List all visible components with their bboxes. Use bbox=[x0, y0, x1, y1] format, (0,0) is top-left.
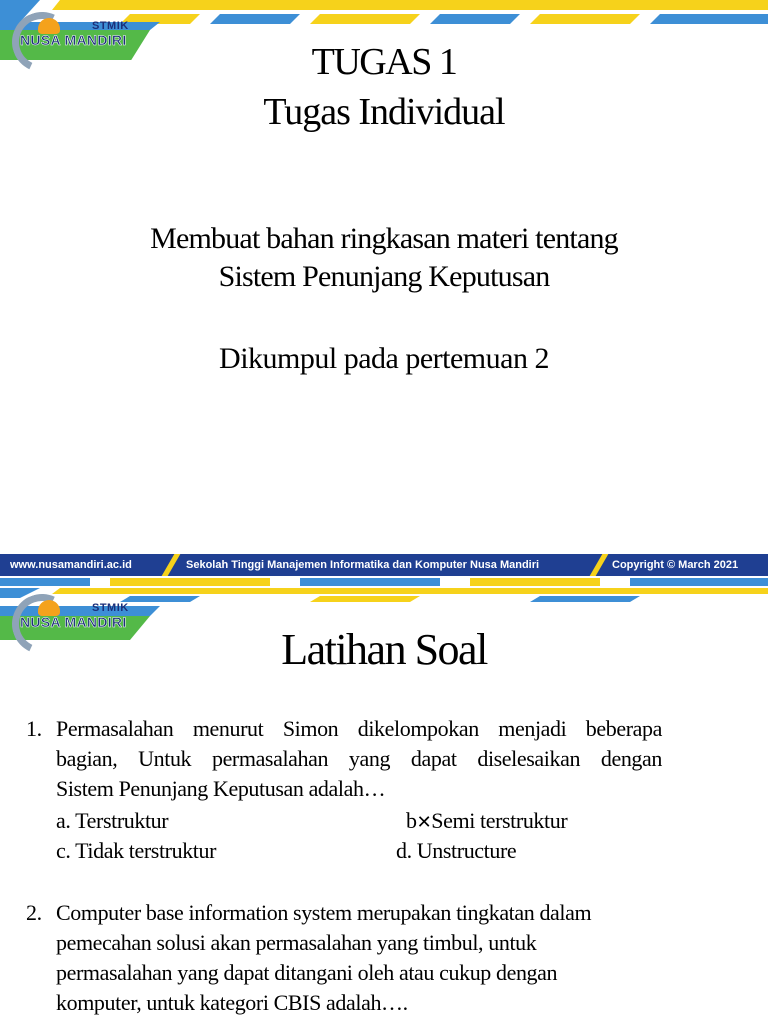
cross-mark-icon: ✕ bbox=[416, 812, 432, 833]
question-line: Sistem Penunjang Keputusan adalah… bbox=[56, 776, 386, 801]
question-line: bagian, Untuk permasalahan yang dapat diselesaikan dengan bbox=[56, 746, 662, 771]
slide-title: TUGAS 1 bbox=[311, 41, 457, 83]
logo-name-text: NUSA MANDIRI bbox=[20, 614, 127, 630]
question-line: pemecahan solusi akan permasalahan yang timbul, untuk bbox=[56, 930, 537, 955]
slide-latihan-soal bbox=[0, 588, 768, 1024]
footer-website[interactable]: www.nusamandiri.ac.id bbox=[10, 559, 132, 571]
body-line-2: Sistem Penunjang Keputusan bbox=[218, 260, 550, 293]
question-line: komputer, untuk kategori CBIS adalah…. bbox=[56, 990, 408, 1015]
logo-name-text: NUSA MANDIRI bbox=[20, 32, 127, 48]
logo-stmik-text: STMIK bbox=[92, 602, 129, 614]
question-line: Permasalahan menurut Simon dikelompokan menjadi beberapa bbox=[56, 716, 662, 741]
question-number: 1. bbox=[26, 716, 42, 741]
logo-stmik-text: STMIK bbox=[92, 20, 129, 32]
deadline-text: Dikumpul pada pertemuan 2 bbox=[219, 342, 549, 375]
footer-copyright: Copyright © March 2021 bbox=[612, 559, 739, 571]
question-number: 2. bbox=[26, 900, 42, 925]
option-b-text: Semi terstruktur bbox=[431, 808, 568, 833]
option-c[interactable]: c. Tidak terstruktur bbox=[56, 838, 217, 863]
question-line: permasalahan yang dapat ditangani oleh atau cukup dengan bbox=[56, 960, 558, 985]
slide-footer bbox=[0, 550, 768, 588]
option-d[interactable]: d. Unstructure bbox=[396, 838, 517, 863]
option-a[interactable]: a. Terstruktur bbox=[56, 808, 169, 833]
slide-subtitle: Tugas Individual bbox=[263, 91, 505, 133]
body-line-1: Membuat bahan ringkasan materi tentang bbox=[150, 222, 618, 255]
option-b-prefix: b bbox=[406, 808, 417, 833]
question-line: Computer base information system merupakan tingkatan dalam bbox=[56, 900, 592, 925]
option-b[interactable] bbox=[406, 806, 567, 838]
slide-title: Latihan Soal bbox=[281, 625, 487, 674]
footer-institution: Sekolah Tinggi Manajemen Informatika dan Komputer Nusa Mandiri bbox=[186, 559, 540, 571]
